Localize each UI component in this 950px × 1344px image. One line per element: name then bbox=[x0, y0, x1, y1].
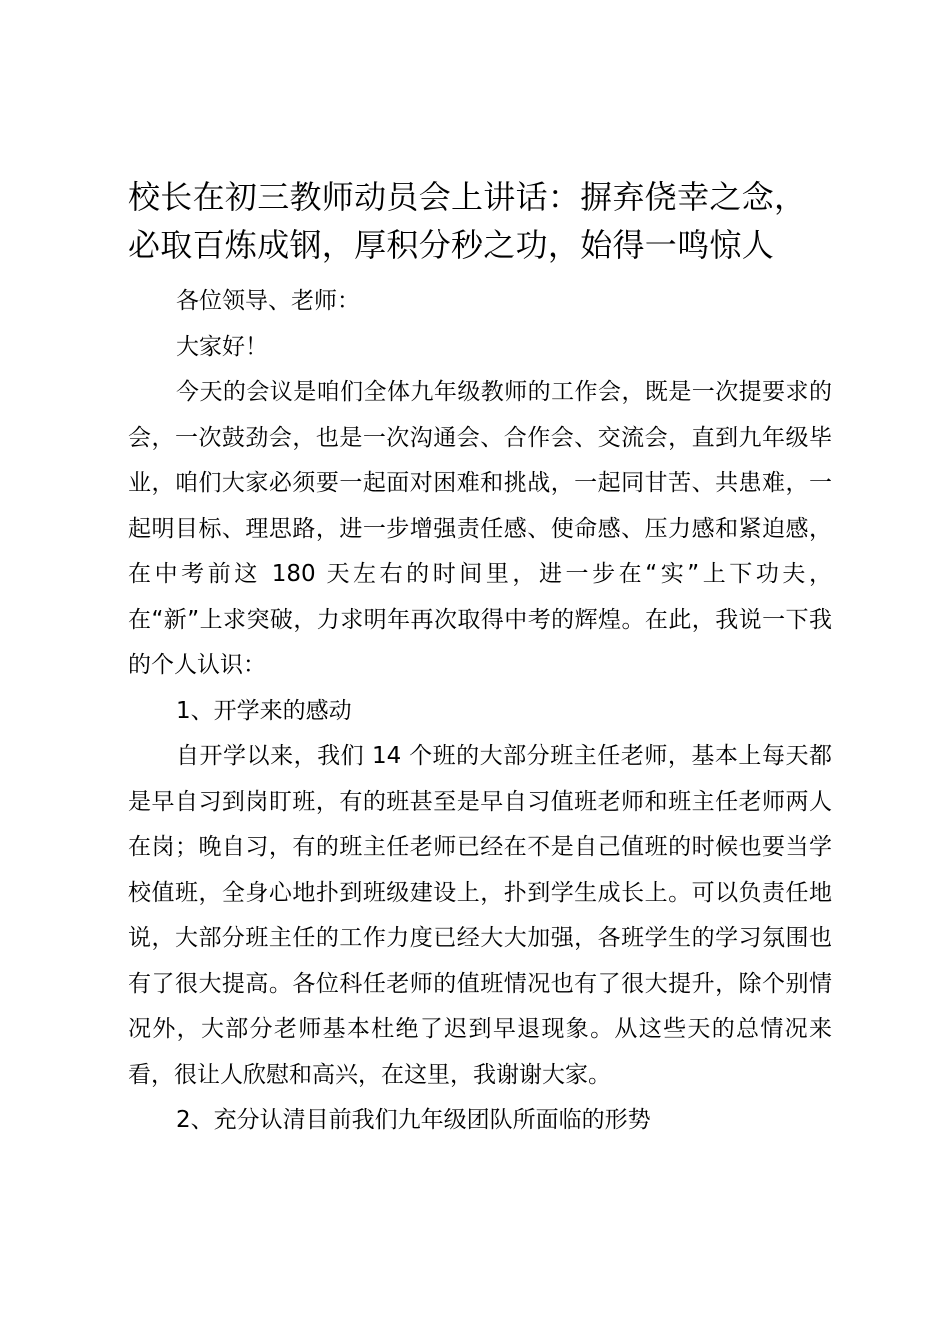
document-title bbox=[128, 173, 868, 269]
section-heading-2: 2、充分认清目前我们九年级团队所面临的形势 bbox=[176, 1107, 651, 1133]
title-line-1: 校长在初三教师动员会上讲话：摒弃侥幸之念， bbox=[128, 178, 807, 216]
document-body bbox=[128, 279, 832, 1144]
salutation: 各位领导、老师： bbox=[176, 288, 360, 314]
greeting: 大家好！ bbox=[176, 333, 268, 360]
title-line-2: 必取百炼成钢，厚积分秒之功，始得一鸣惊人 bbox=[128, 226, 775, 264]
section-heading-1: 1、开学来的感动 bbox=[176, 697, 352, 724]
section-1-paragraph: 自开学以来，我们 14 个班的大部分班主任老师，基本上每天都是早自习到岗盯班，有的班甚至是早自习值班老师和班主任老师两人在岗；晚自习，有的班主任老师已经在不是自己值班的时候也要当学校值班，全身心地扑到班级建设上，扑到学生成长上。可以负责任地说，大部分班主任的工作力度已经大大加强，各班学生的学习氛围也有了很大提高。各位科任老师的值班情况也有了很大提升，除个别情况外，大部分老师基本杜绝了迟到早退现象。从这些天的总情况来看，很让人欣慰和高兴，在这里，我谢谢大家。 bbox=[128, 743, 832, 1088]
intro-paragraph: 今天的会议是咱们全体九年级教师的工作会，既是一次提要求的会，一次鼓劲会，也是一次沟通会、合作会、交流会，直到九年级毕业，咱们大家必须要一起面对困难和挑战，一起同甘苦、共患难，一起明目标、理思路，进一步增强责任感、使命感、压力感和紧迫感，在中考前这 180 天左右的时间里，进一步在“实”上下功夫，在“新”上求突破，力求明年再次取得中考的辉煌。在此，我说一下我的个人认识： bbox=[128, 379, 832, 678]
